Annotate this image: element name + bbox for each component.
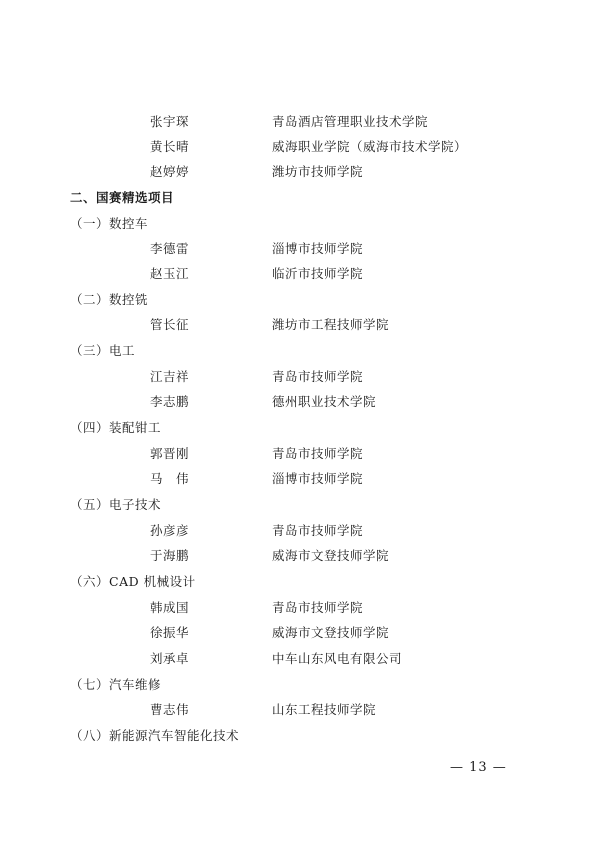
category-title: （二）数控铣 [70,292,149,307]
person-name: 管长征 [150,317,190,332]
organization: 威海职业学院（威海市技术学院） [272,139,468,154]
person-name: 赵婷婷 [150,164,190,179]
list-item [0,647,600,671]
list-item [0,237,600,261]
organization: 威海市文登技师学院 [272,625,390,640]
page-number: — 13 — [450,760,507,775]
list-item [0,596,600,620]
category-title: （八）新能源汽车智能化技术 [70,728,240,743]
person-name: 李志鹏 [150,394,190,409]
category-title: （六）CAD 机械设计 [70,574,196,589]
organization: 威海市文登技师学院 [272,548,390,563]
organization: 淄博市技师学院 [272,471,364,486]
list-item [0,365,600,389]
category-heading-row [0,570,600,594]
person-name: 于海鹏 [150,548,190,563]
section-heading-row [0,186,600,210]
organization: 青岛市技师学院 [272,446,364,461]
category-title: （三）电工 [70,343,136,358]
organization: 临沂市技师学院 [272,266,364,281]
list-item [0,313,600,337]
list-item [0,544,600,568]
category-heading-row [0,288,600,312]
person-name: 马 伟 [150,471,190,486]
organization: 青岛市技师学院 [272,523,364,538]
category-title: （一）数控车 [70,216,149,231]
person-name: 李德雷 [150,241,190,256]
category-heading-row [0,673,600,697]
person-name: 韩成国 [150,600,190,615]
section-heading: 二、国赛精选项目 [70,190,175,205]
person-name: 张宇琛 [150,114,190,129]
list-item [0,390,600,414]
person-name: 徐振华 [150,625,190,640]
organization: 潍坊市技师学院 [272,164,364,179]
person-name: 黄长晴 [150,139,190,154]
category-heading-row [0,493,600,517]
organization: 中车山东风电有限公司 [272,651,403,666]
list-item [0,160,600,184]
person-name: 赵玉江 [150,266,190,281]
person-name: 曹志伟 [150,702,190,717]
list-item [0,519,600,543]
organization: 潍坊市工程技师学院 [272,317,390,332]
organization: 山东工程技师学院 [272,702,377,717]
category-heading-row [0,416,600,440]
list-item [0,698,600,722]
list-item [0,621,600,645]
person-name: 江吉祥 [150,369,190,384]
organization: 青岛酒店管理职业技术学院 [272,114,429,129]
person-name: 孙彦彦 [150,523,190,538]
organization: 青岛市技师学院 [272,369,364,384]
list-item [0,442,600,466]
list-item [0,467,600,491]
category-title: （四）装配钳工 [70,420,162,435]
person-name: 郭晋刚 [150,446,190,461]
organization: 淄博市技师学院 [272,241,364,256]
person-name: 刘承卓 [150,651,190,666]
list-item [0,262,600,286]
organization: 青岛市技师学院 [272,600,364,615]
category-title: （七）汽车维修 [70,677,162,692]
category-heading-row [0,339,600,363]
category-heading-row [0,212,600,236]
list-item [0,110,600,134]
list-item [0,135,600,159]
category-title: （五）电子技术 [70,497,162,512]
category-heading-row [0,724,600,748]
organization: 德州职业技术学院 [272,394,377,409]
